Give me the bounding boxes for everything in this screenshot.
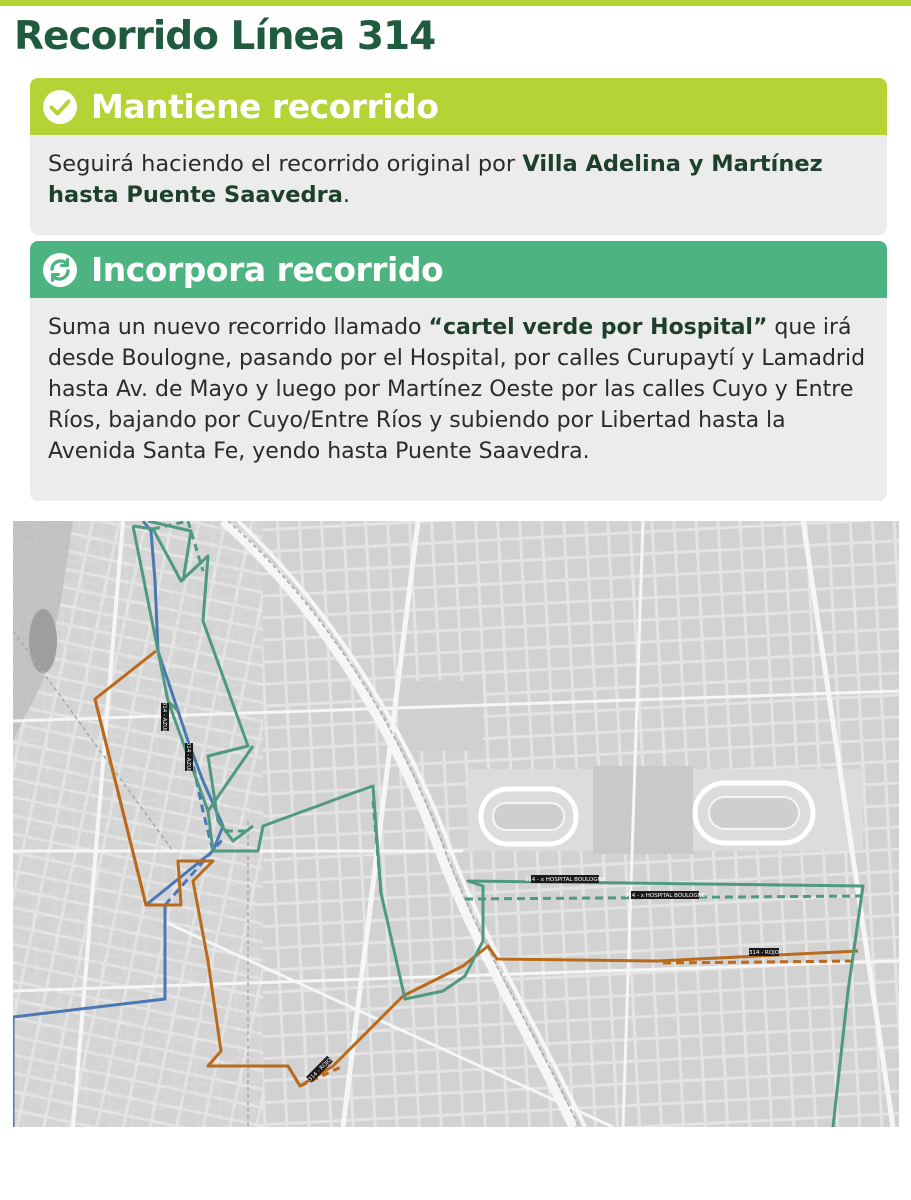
incorpora-recorrido-card	[30, 241, 887, 501]
label-blue-b: 314 - AZUL	[184, 741, 191, 773]
lagoon	[29, 609, 57, 673]
page-title: Recorrido Línea 314	[14, 14, 436, 59]
mantiene-recorrido-card	[30, 78, 887, 235]
race-track-left-inner	[493, 803, 564, 830]
label-green-bottom: 314 - x HOSPITAL BOULOGNE	[624, 893, 706, 900]
check-circle-icon	[42, 89, 78, 125]
golf-course	[593, 766, 693, 854]
route-map-svg	[13, 521, 899, 1127]
sync-icon	[42, 252, 78, 288]
label-blue-a: 314 - AZUL	[160, 701, 167, 733]
mantiene-recorrido-heading: Mantiene recorrido	[91, 87, 439, 126]
label-green-top: 314 - x HOSPITAL BOULOGNE	[524, 877, 606, 884]
incorpora-recorrido-header	[30, 241, 887, 298]
mantiene-recorrido-header	[30, 78, 887, 135]
field-area	[398, 681, 483, 751]
top-accent-bar	[0, 0, 911, 6]
label-orange-bottom: 314 - ROJO	[307, 1057, 334, 1083]
incorpora-recorrido-heading: Incorpora recorrido	[91, 250, 444, 289]
route-map	[13, 521, 899, 1127]
incorpora-recorrido-text: Suma un nuevo recorrido llamado “cartel verde por Hospital” que irá desde Boulogne, pasando por el Hospital, por calles Curupaytí y Lamadrid hasta Av. de Mayo y luego por Martínez Oeste por las calles Cuyo y Entre Ríos, bajando por Cuyo/Entre Ríos y subiendo por Libertad hasta la Avenida Santa Fe, yendo hasta Puente Saavedra.	[48, 315, 866, 464]
mantiene-recorrido-text: Seguirá haciendo el recorrido original por Villa Adelina y Martínez hasta Puente Saavedra.	[48, 151, 823, 208]
race-track-right-inner	[709, 797, 799, 829]
label-orange-right: 314 - ROJO	[748, 950, 780, 957]
